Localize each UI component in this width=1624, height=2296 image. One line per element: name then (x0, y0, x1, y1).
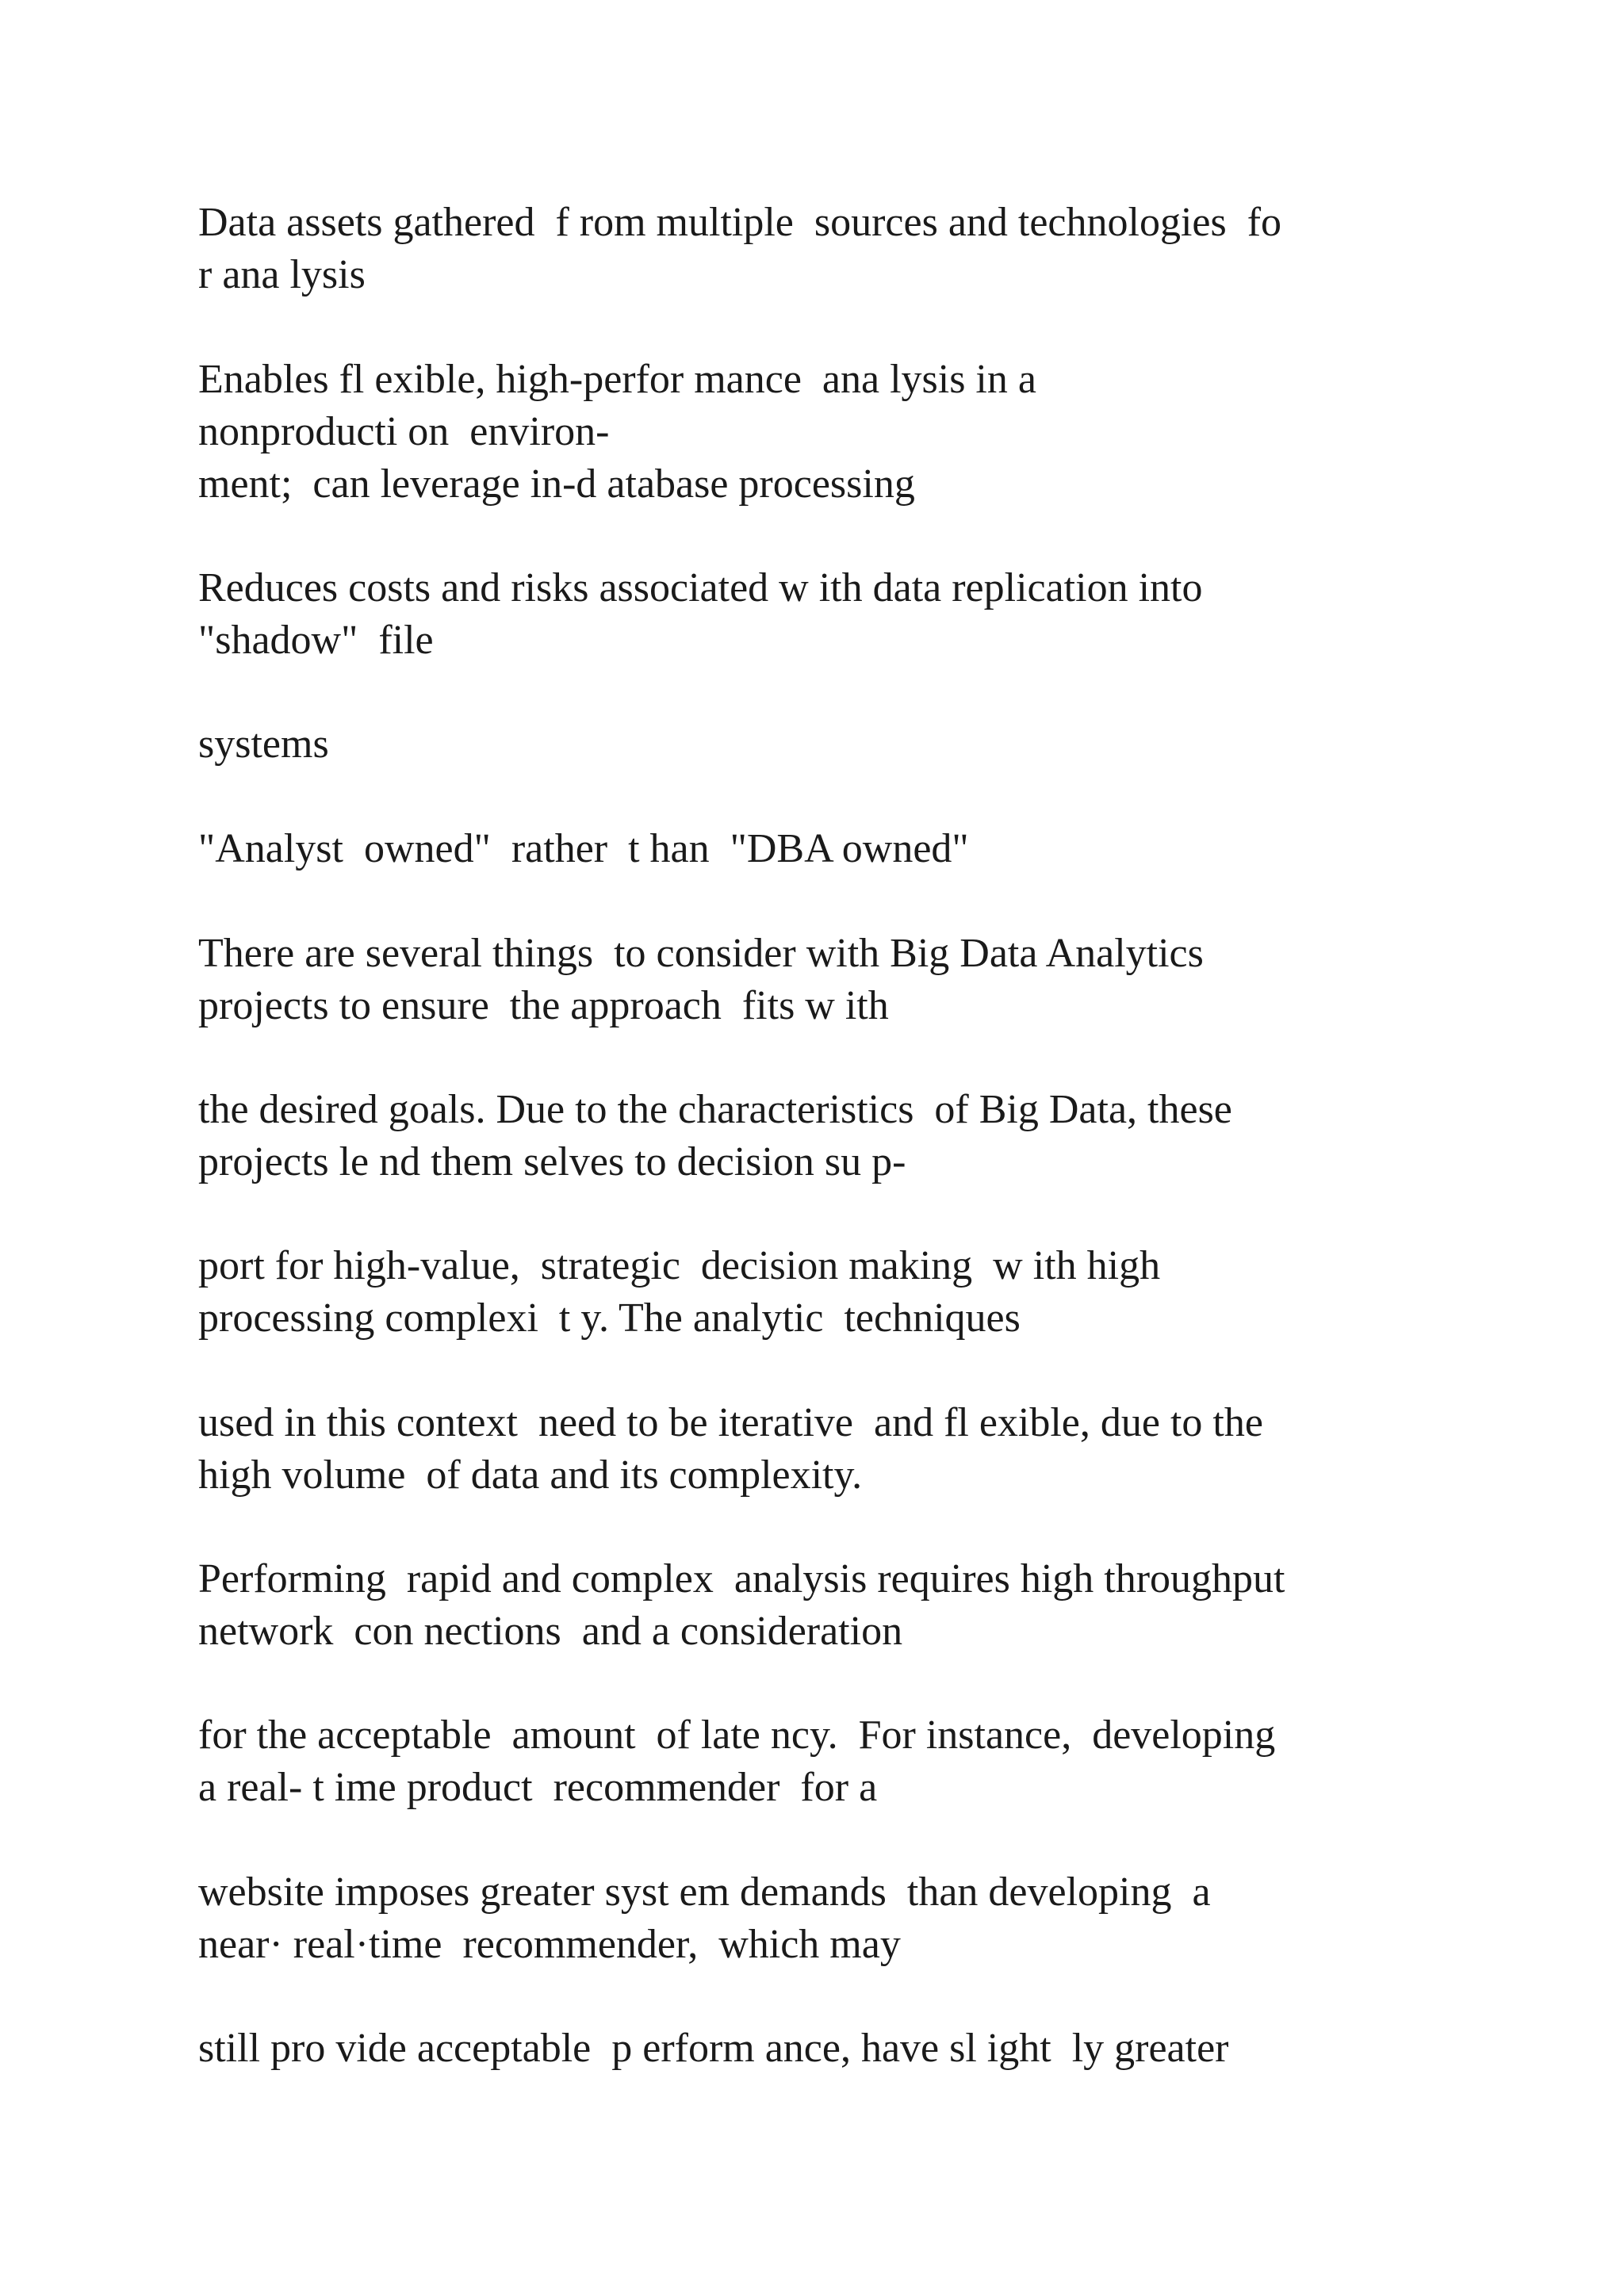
text-line: used in this context need to be iterative and fl exible, due to the (198, 1400, 1263, 1445)
text-line: network con nections and a consideration (198, 1609, 903, 1654)
text-line: high volume of data and its complexity. (198, 1452, 863, 1498)
text-line: "Analyst owned" rather t han "DBA owned" (198, 826, 969, 871)
text-line: ment; can leverage in-d atabase processing (198, 461, 915, 507)
text-line: projects le nd them selves to decision su p- (198, 1139, 906, 1184)
text-line: near· real·time recommender, which may (198, 1922, 901, 1967)
text-line: There are several things to consider with Big Data Analytics (198, 931, 1204, 976)
text-line: Enables fl exible, high-perfor mance ana lysis in a (198, 357, 1036, 402)
text-line: Data assets gathered f rom multiple sources and technologies fo (198, 200, 1282, 245)
text-line: for the acceptable amount of late ncy. For instance, developing (198, 1712, 1276, 1758)
text-line: website imposes greater syst em demands than developing a (198, 1869, 1211, 1915)
text-line: nonproducti on environ- (198, 409, 610, 454)
text-line: r ana lysis (198, 252, 366, 297)
text-line: projects to ensure the approach fits w ith (198, 983, 889, 1028)
text-line: "shadow" file (198, 618, 434, 663)
text-line: Reduces costs and risks associated w ith data replication into (198, 565, 1203, 610)
text-line: Performing rapid and complex analysis requires high throughput (198, 1556, 1285, 1601)
text-line: still pro vide acceptable p erform ance, have sl ight ly greater (198, 2026, 1229, 2071)
text-line: a real- t ime product recommender for a (198, 1765, 878, 1810)
text-line: the desired goals. Due to the characteristics of Big Data, these (198, 1087, 1232, 1132)
text-line: processing complexi t y. The analytic techniques (198, 1295, 1021, 1341)
text-line: port for high-value, strategic decision making w ith high (198, 1243, 1161, 1288)
text-line: systems (198, 721, 329, 767)
